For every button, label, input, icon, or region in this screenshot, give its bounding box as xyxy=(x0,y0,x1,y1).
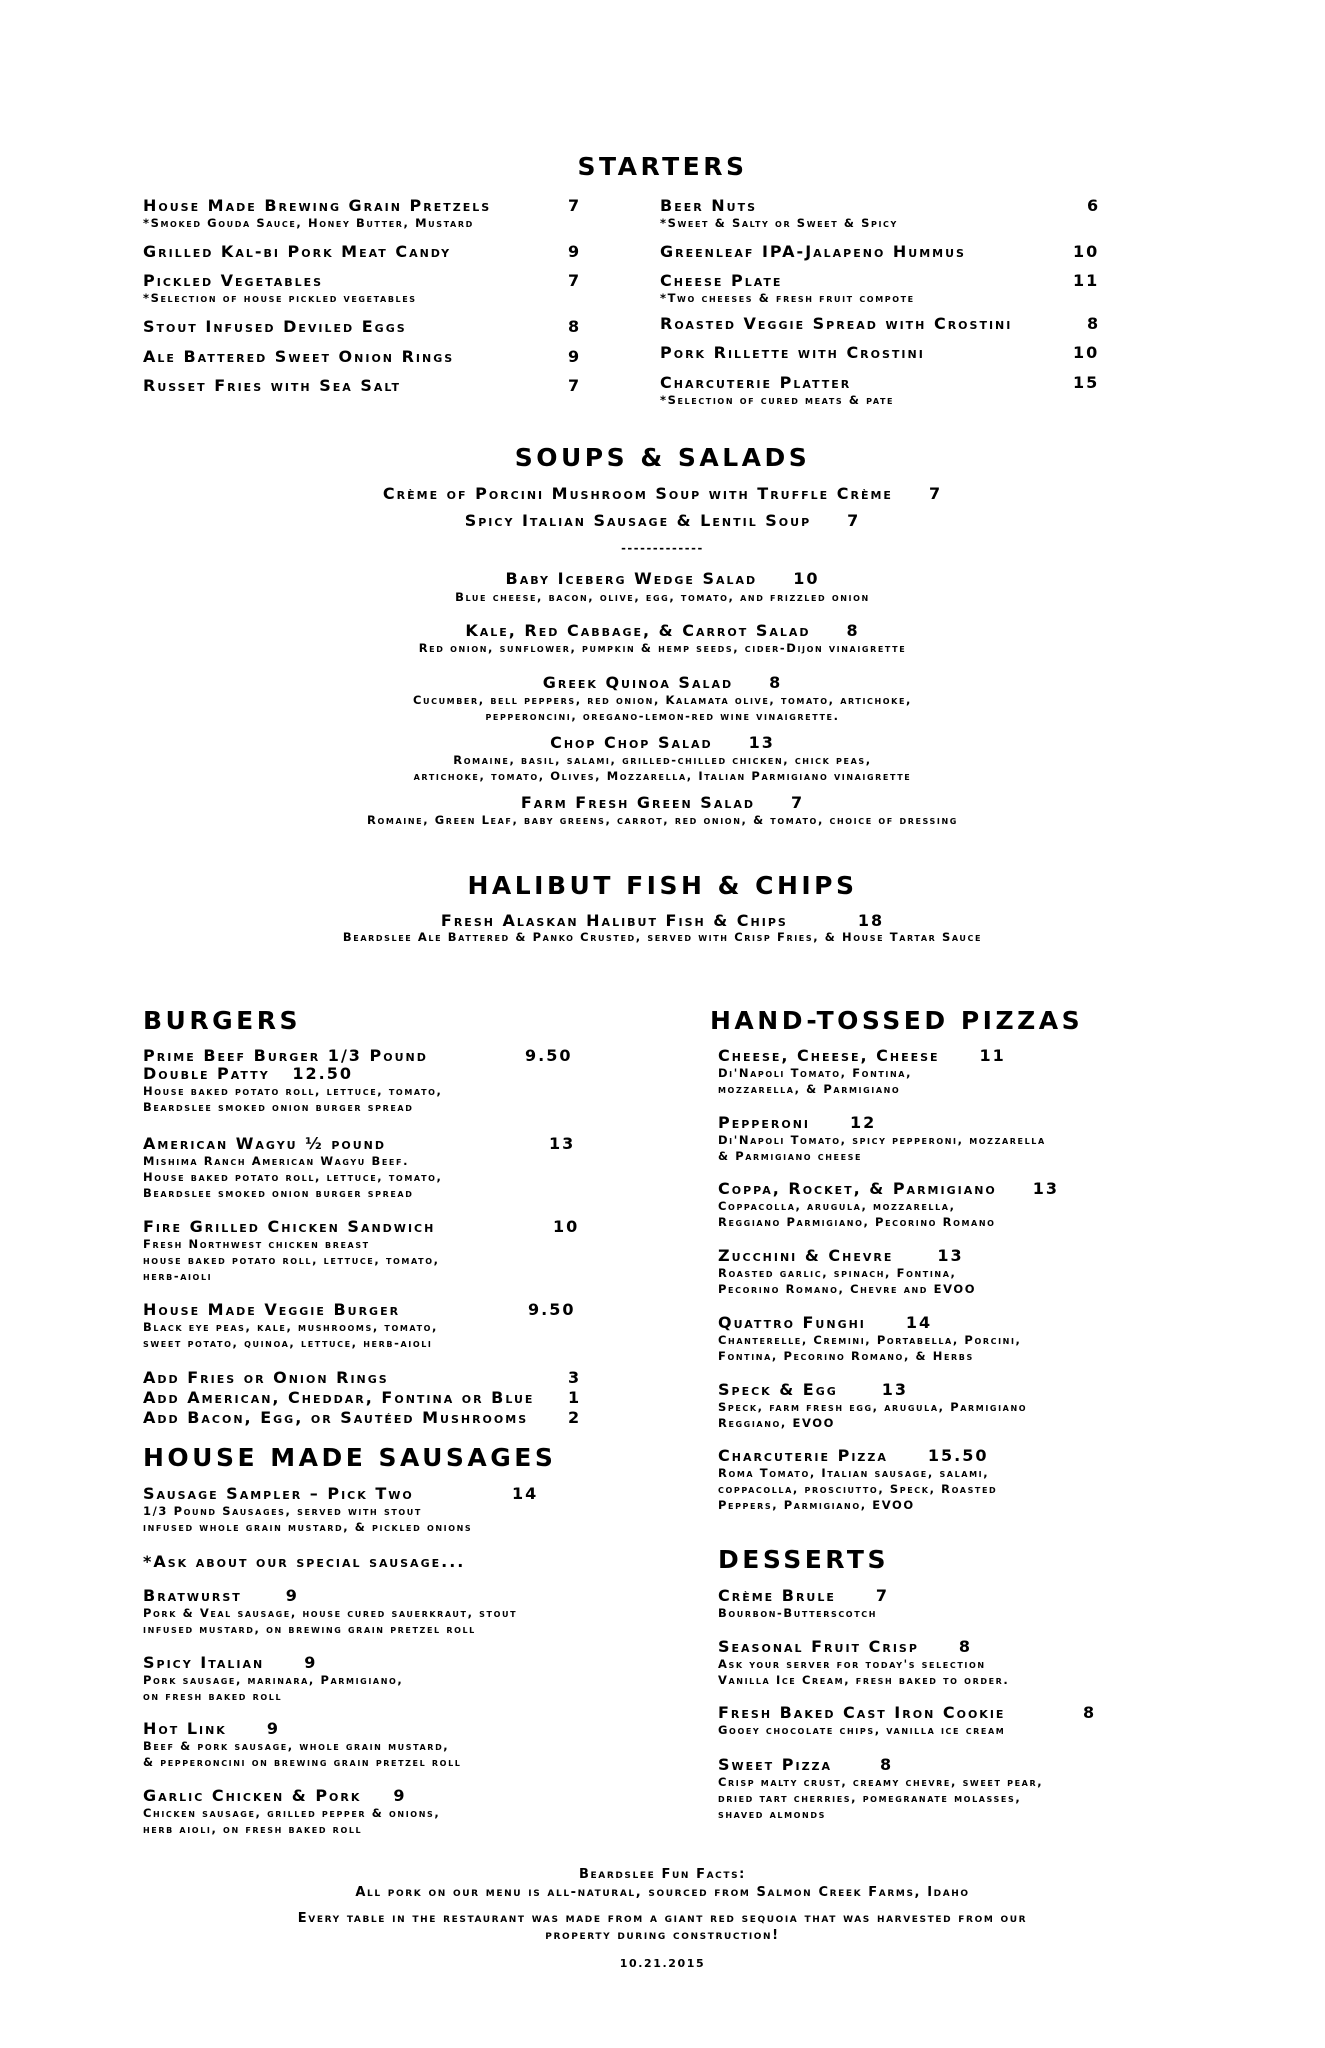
pizza-name: Pepperoni 12 xyxy=(718,1113,877,1132)
burger-extra: Double Patty 12.50 xyxy=(143,1064,353,1083)
burger-desc: Mishima Ranch American Wagyu Beef. xyxy=(143,1154,410,1168)
burger-desc: House baked potato roll, lettuce, tomato, xyxy=(143,1170,443,1184)
salad-desc: artichoke, tomato, Olives, Mozzarella, Italian Parmigiano vinaigrette xyxy=(413,769,912,783)
starter-price: 7 xyxy=(568,376,582,395)
salad-desc: Cucumber, bell peppers, red onion, Kalamata olive, tomato, artichoke, xyxy=(412,693,913,707)
footer-date: 10.21.2015 xyxy=(619,1957,706,1970)
dessert-desc: dried tart cherries, pomegranate molasses, xyxy=(718,1791,1022,1805)
sausage-desc: & pepperoncini on brewing grain pretzel roll xyxy=(143,1755,462,1769)
starter-name: Greenleaf IPA-Jalapeno Hummus xyxy=(660,242,966,261)
soups-salads-heading: SOUPS & SALADS xyxy=(514,443,811,472)
starter-desc: *Two cheeses & fresh fruit compote xyxy=(660,291,915,305)
sausages-heading: HOUSE MADE SAUSAGES xyxy=(143,1443,557,1472)
pizza-item xyxy=(718,1247,976,1297)
dessert-name: Sweet Pizza 8 xyxy=(718,1755,894,1774)
halibut-desc: Beardslee Ale Battered & Panko Crusted, served with Crisp Fries, & House Tartar Sauce xyxy=(342,930,983,944)
halibut-heading: HALIBUT FISH & CHIPS xyxy=(467,871,858,900)
starter-desc: *Selection of house pickled vegetables xyxy=(143,291,417,305)
pizza-item xyxy=(718,1447,997,1513)
footer-fact: property during construction! xyxy=(545,1928,780,1943)
starter-name: Grilled Kal-bi Pork Meat Candy xyxy=(143,242,452,261)
pizza-price: 14 xyxy=(905,1313,933,1332)
halibut-name: Fresh Alaskan Halibut Fish & Chips xyxy=(440,911,788,930)
pizza-price: 15.50 xyxy=(927,1446,989,1465)
pizza-name: Charcuterie Pizza 15.50 xyxy=(718,1446,989,1465)
starter-item xyxy=(660,315,1012,333)
footer-fact: Every table in the restaurant was made from a giant red sequoia that was harvested from our xyxy=(297,1911,1028,1926)
burger-item xyxy=(143,1135,443,1201)
pizza-name: Cheese, Cheese, Cheese 11 xyxy=(718,1046,1006,1065)
starter-price: 8 xyxy=(568,317,582,336)
starter-name: House Made Brewing Grain Pretzels xyxy=(143,196,492,215)
burger-addon: Add Fries or Onion Rings xyxy=(143,1368,389,1387)
burger-desc: sweet potato, quinoa, lettuce, herb-aioli xyxy=(143,1336,433,1350)
salad-item xyxy=(0,622,1325,640)
footer-title: Beardslee Fun Facts: xyxy=(579,1867,746,1882)
burger-addon-price: 3 xyxy=(568,1368,582,1387)
sausage-desc: herb aioli, on fresh baked roll xyxy=(143,1822,363,1836)
pizza-name: Speck & Egg 13 xyxy=(718,1380,909,1399)
pizza-price: 11 xyxy=(979,1046,1006,1065)
sausage-item xyxy=(143,1654,403,1704)
burger-desc: herb-aioli xyxy=(143,1269,213,1283)
starter-desc: *Selection of cured meats & pate xyxy=(660,393,895,407)
pizza-item xyxy=(718,1180,1059,1230)
burger-addon-price: 2 xyxy=(568,1408,582,1427)
salad-item xyxy=(0,570,1325,588)
pizza-price: 13 xyxy=(881,1380,909,1399)
sausage-desc: on fresh baked roll xyxy=(143,1689,283,1703)
dessert-item xyxy=(718,1638,1009,1688)
starter-item xyxy=(143,348,454,366)
salad-name: Farm Fresh Green Salad xyxy=(520,793,755,812)
pizza-desc: Speck, farm fresh egg, arugula, Parmigiano xyxy=(718,1400,1028,1414)
sausage-desc: infused mustard, on brewing grain pretzel roll xyxy=(143,1622,476,1636)
sausage-price: 9 xyxy=(285,1586,299,1605)
special-sausage-note: *Ask about our special sausage... xyxy=(143,1552,466,1571)
burger-item xyxy=(143,1047,443,1115)
dessert-price: 8 xyxy=(958,1637,973,1656)
burger-desc: house baked potato roll, lettuce, tomato, xyxy=(143,1253,440,1267)
dessert-desc: shaved almonds xyxy=(718,1807,826,1821)
dessert-desc: Vanilla Ice Cream, fresh baked to order. xyxy=(718,1673,1010,1687)
pizza-desc: Roma Tomato, Italian sausage, salami, xyxy=(718,1466,990,1480)
salad-desc: pepperoncini, oregano-lemon-red wine vinaigrette. xyxy=(485,709,840,723)
sausage-name: Bratwurst 9 xyxy=(143,1586,299,1605)
pizza-price: 13 xyxy=(1032,1179,1060,1198)
pizza-desc: & Parmigiano cheese xyxy=(718,1149,863,1163)
salad-desc: Romaine, basil, salami, grilled-chilled chicken, chick peas, xyxy=(453,753,872,767)
salad-price: 8 xyxy=(846,621,860,640)
burger-addon: Add American, Cheddar, Fontina or Blue xyxy=(143,1388,535,1407)
sausage-name: Sausage Sampler – Pick Two xyxy=(143,1484,414,1503)
dessert-item xyxy=(718,1587,889,1621)
sausage-name: Garlic Chicken & Pork 9 xyxy=(143,1786,407,1805)
dessert-desc: Ask your server for today's selection xyxy=(718,1657,986,1671)
dessert-item xyxy=(718,1704,1005,1738)
dessert-desc: Bourbon-Butterscotch xyxy=(718,1606,878,1620)
starter-name: Pork Rillette with Crostini xyxy=(660,343,925,362)
soup-item xyxy=(0,485,1325,503)
pizzas-heading: HAND-TOSSED PIZZAS xyxy=(710,1006,1084,1035)
burger-name: Fire Grilled Chicken Sandwich xyxy=(143,1217,436,1236)
pizza-price: 12 xyxy=(850,1113,877,1132)
pizza-item xyxy=(718,1381,1027,1431)
salad-name: Greek Quinoa Salad xyxy=(542,673,734,692)
pizza-desc: mozzarella, & Parmigiano xyxy=(718,1082,901,1096)
desserts-heading: DESSERTS xyxy=(718,1545,889,1574)
starter-price: 8 xyxy=(1087,314,1101,333)
salad-price: 7 xyxy=(791,793,805,812)
footer-fact: All pork on our menu is all-natural, sourced from Salmon Creek Farms, Idaho xyxy=(355,1885,970,1900)
pizza-desc: Pecorino Romano, Chevre and EVOO xyxy=(718,1282,977,1296)
salad-desc: Blue cheese, bacon, olive, egg, tomato, and frizzled onion xyxy=(455,590,870,604)
pizza-price: 13 xyxy=(937,1246,964,1265)
dessert-name: Fresh Baked Cast Iron Cookie xyxy=(718,1703,1006,1722)
sausage-name: Spicy Italian 9 xyxy=(143,1653,318,1672)
burger-price: 13 xyxy=(549,1134,576,1153)
pizza-name: Coppa, Rocket, & Parmigiano 13 xyxy=(718,1179,1060,1198)
dessert-desc: Crisp malty crust, creamy chevre, sweet pear, xyxy=(718,1775,1044,1789)
pizza-desc: Roasted garlic, spinach, Fontina, xyxy=(718,1266,957,1280)
starter-item xyxy=(660,272,915,306)
starter-name: Russet Fries with Sea Salt xyxy=(143,376,402,395)
dessert-desc: Gooey chocolate chips, vanilla ice cream xyxy=(718,1723,1006,1737)
salad-item xyxy=(0,674,1325,692)
starter-name: Cheese Plate xyxy=(660,271,783,290)
starter-name: Charcuterie Platter xyxy=(660,373,852,392)
starters-heading: STARTERS xyxy=(577,152,748,181)
sausage-desc: Pork & Veal sausage, house cured sauerkraut, stout xyxy=(143,1606,518,1620)
salad-name: Kale, Red Cabbage, & Carrot Salad xyxy=(465,621,811,640)
sausage-desc: Pork sausage, marinara, Parmigiano, xyxy=(143,1673,404,1687)
pizza-desc: Di'Napoli Tomato, Fontina, xyxy=(718,1066,913,1080)
sausage-name: Hot Link 9 xyxy=(143,1719,280,1738)
starter-price: 7 xyxy=(568,271,582,290)
soup-price: 7 xyxy=(928,484,943,503)
starter-name: Ale Battered Sweet Onion Rings xyxy=(143,347,455,366)
salad-desc: Romaine, Green Leaf, baby greens, carrot, red onion, & tomato, choice of dressing xyxy=(367,813,958,827)
burger-name: House Made Veggie Burger xyxy=(143,1300,401,1319)
salad-price: 10 xyxy=(793,569,820,588)
starter-item xyxy=(143,243,451,261)
pizza-desc: Coppacolla, arugula, mozzarella, xyxy=(718,1199,956,1213)
salad-desc: Red onion, sunflower, pumpkin & hemp seeds, cider-Dijon vinaigrette xyxy=(418,641,907,655)
starter-item xyxy=(660,344,925,362)
sausage-price: 9 xyxy=(304,1653,318,1672)
burger-addon: Add Bacon, Egg, or Sautéed Mushrooms xyxy=(143,1408,529,1427)
starter-item xyxy=(660,197,898,231)
pizza-name: Zucchini & Chevre 13 xyxy=(718,1246,964,1265)
starter-price: 9 xyxy=(568,242,582,261)
pizza-item xyxy=(718,1314,1022,1364)
soup-name: Crème of Porcini Mushroom Soup with Truffle Crème xyxy=(382,484,893,503)
burger-desc: Beardslee smoked onion burger spread xyxy=(143,1100,414,1114)
salad-price: 8 xyxy=(769,673,783,692)
sausage-item xyxy=(143,1720,461,1770)
starter-name: Roasted Veggie Spread with Crostini xyxy=(660,314,1013,333)
starter-item xyxy=(660,374,894,408)
halibut-price: 18 xyxy=(857,911,885,930)
pizza-desc: Reggiano, EVOO xyxy=(718,1416,835,1430)
pizza-desc: Di'Napoli Tomato, spicy pepperoni, mozzarella xyxy=(718,1133,1046,1147)
burger-name: Prime Beef Burger 1/3 Pound xyxy=(143,1046,428,1065)
starter-name: Pickled Vegetables xyxy=(143,271,324,290)
starter-name: Beer Nuts xyxy=(660,196,758,215)
sausage-item xyxy=(143,1587,517,1637)
pizza-desc: Peppers, Parmigiano, EVOO xyxy=(718,1498,915,1512)
starter-price: 10 xyxy=(1073,343,1100,362)
burger-item xyxy=(143,1301,438,1351)
burger-addon-price: 1 xyxy=(568,1388,582,1407)
burger-desc: Black eye peas, kale, mushrooms, tomato, xyxy=(143,1320,439,1334)
salad-price: 13 xyxy=(748,733,775,752)
pizza-desc: Fontina, Pecorino Romano, & Herbs xyxy=(718,1349,974,1363)
burger-price: 9.50 xyxy=(528,1300,576,1319)
soup-name: Spicy Italian Sausage & Lentil Soup xyxy=(464,511,812,530)
sausage-price: 9 xyxy=(393,1786,407,1805)
burger-desc: House baked potato roll, lettuce, tomato, xyxy=(143,1084,443,1098)
sausage-desc: infused whole grain mustard, & pickled onions xyxy=(143,1520,473,1534)
dessert-name: Seasonal Fruit Crisp 8 xyxy=(718,1637,973,1656)
soup-item xyxy=(0,512,1325,530)
sausage-desc: Beef & pork sausage, whole grain mustard, xyxy=(143,1739,450,1753)
starter-desc: *Sweet & Salty or Sweet & Spicy xyxy=(660,216,898,230)
dessert-name: Crème Brule 7 xyxy=(718,1586,890,1605)
starter-name: Stout Infused Deviled Eggs xyxy=(143,317,407,336)
dessert-price: 8 xyxy=(880,1755,894,1774)
starter-price: 11 xyxy=(1073,271,1100,290)
pizza-desc: coppacolla, prosciutto, Speck, Roasted xyxy=(718,1482,998,1496)
starter-desc: *Smoked Gouda Sauce, Honey Butter, Mustard xyxy=(143,216,474,230)
salad-name: Chop Chop Salad xyxy=(550,733,713,752)
starter-price: 10 xyxy=(1073,242,1100,261)
salad-name: Baby Iceberg Wedge Salad xyxy=(505,569,758,588)
dessert-price: 7 xyxy=(875,1586,890,1605)
burger-name: American Wagyu ½ pound xyxy=(143,1134,386,1153)
pizza-desc: Reggiano Parmigiano, Pecorino Romano xyxy=(718,1215,996,1229)
burger-desc: Fresh Northwest chicken breast xyxy=(143,1237,370,1251)
section-divider: ------------- xyxy=(621,541,704,555)
burger-item xyxy=(143,1218,440,1284)
starter-item xyxy=(143,197,491,231)
dessert-price: 8 xyxy=(1083,1703,1097,1722)
pizza-name: Quattro Funghi 14 xyxy=(718,1313,933,1332)
sausage-sampler xyxy=(143,1485,472,1535)
pizza-item xyxy=(718,1114,1046,1164)
pizza-desc: Chanterelle, Cremini, Portabella, Porcini, xyxy=(718,1333,1022,1347)
salad-item xyxy=(0,794,1325,812)
sausage-price: 14 xyxy=(512,1484,539,1503)
starter-price: 15 xyxy=(1073,373,1100,392)
salad-item xyxy=(0,734,1325,752)
sausage-price: 9 xyxy=(266,1719,280,1738)
sausage-desc: Chicken sausage, grilled pepper & onions, xyxy=(143,1806,441,1820)
starter-item xyxy=(143,377,401,395)
dessert-item xyxy=(718,1756,1043,1822)
starter-price: 7 xyxy=(568,196,582,215)
starter-price: 9 xyxy=(568,347,582,366)
burgers-heading: BURGERS xyxy=(143,1006,301,1035)
starter-item xyxy=(660,243,966,261)
pizza-item xyxy=(718,1047,1006,1097)
starter-price: 6 xyxy=(1087,196,1101,215)
burger-price: 9.50 xyxy=(525,1046,573,1065)
starter-item xyxy=(143,272,417,306)
sausage-desc: 1/3 Pound Sausages, served with stout xyxy=(143,1504,422,1518)
soup-price: 7 xyxy=(847,511,861,530)
burger-price: 10 xyxy=(553,1217,580,1236)
burger-desc: Beardslee smoked onion burger spread xyxy=(143,1186,414,1200)
sausage-item xyxy=(143,1787,440,1837)
starter-item xyxy=(143,318,407,336)
halibut-item xyxy=(0,912,1325,930)
